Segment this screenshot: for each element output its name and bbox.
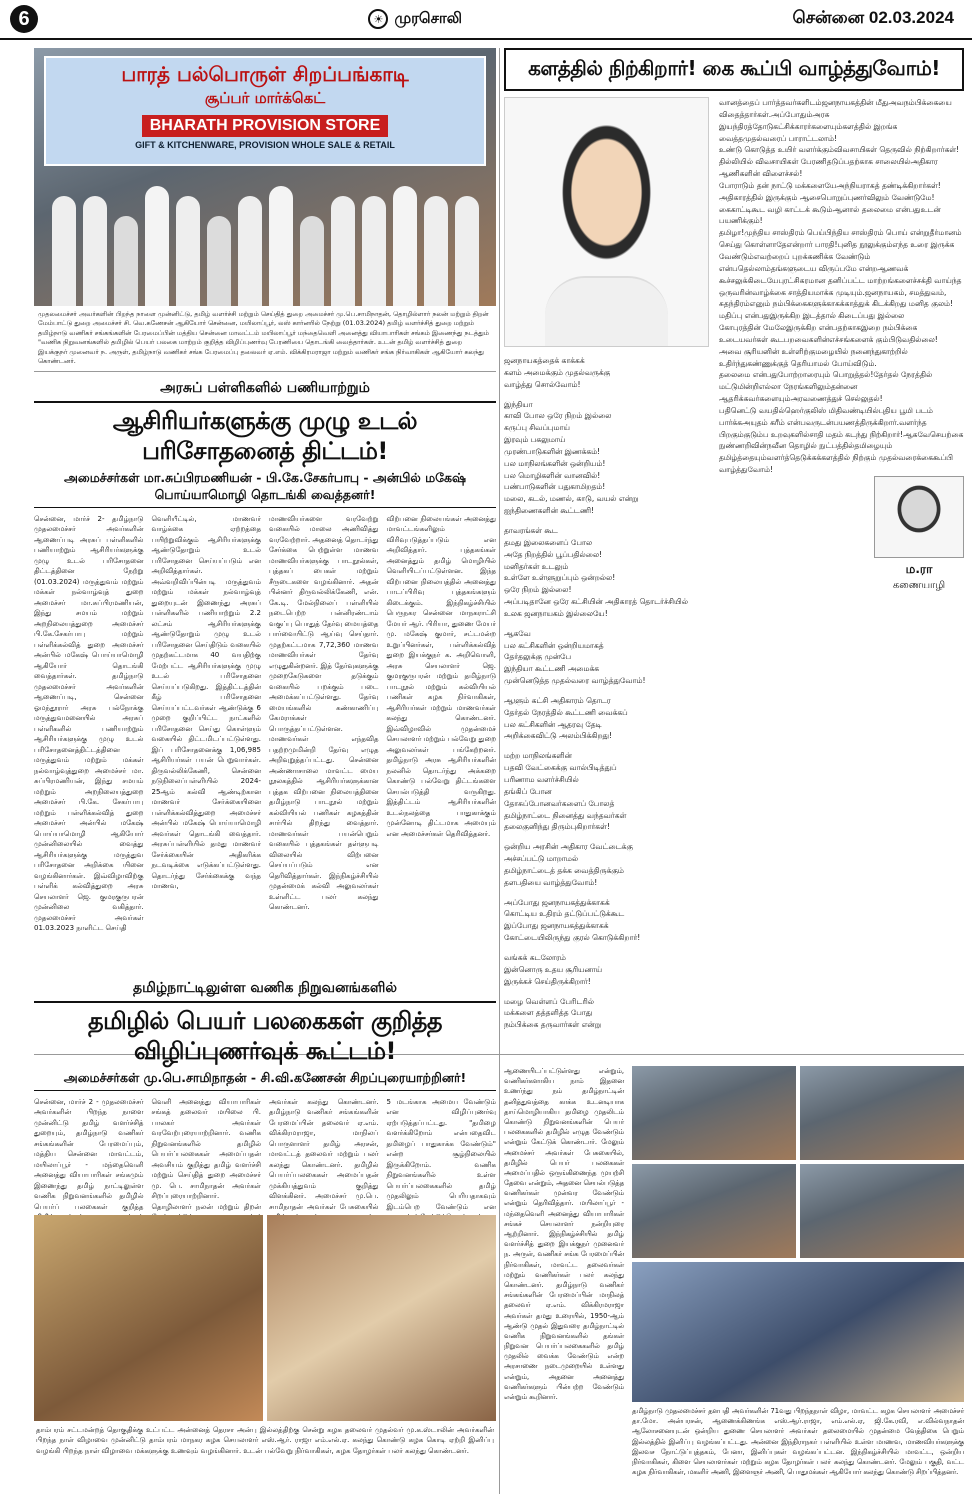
- poem-stanza: [719, 180, 964, 192]
- story-headline: தமிழில் பெயர் பலகைகள் குறித்த விழிப்புணர்வுக் கூட்டம்!: [88, 1006, 442, 1065]
- poem-line: உடன் பயணிக்கும்!: [719, 204, 941, 226]
- poem-line: இரவும் பகலுமாய்: [504, 435, 566, 445]
- teachers-health-story: [34, 380, 496, 972]
- poem-line: எவற்றைப் புறக்கணிக்க வேண்டும்: [753, 251, 871, 261]
- poem-line: ஆளும் கட்சி அதிகாரம் தொடர: [504, 695, 611, 705]
- poem-line: தோசுப்போனவர்களைப் போலத்: [504, 798, 615, 808]
- poem-line: மலை, கடல், மணல், காடு, வயல் என்று: [504, 494, 639, 504]
- poem-line: ஆணவக் கூச்சலுக்கிடையே: [719, 263, 909, 285]
- poem-line: மக்களை தத்தளித்த போது: [504, 1008, 593, 1018]
- poem-stanza: [719, 369, 964, 405]
- poem-line: அச்சப்பட்டு மாறாமல்: [504, 854, 579, 864]
- poem-line: மதிப்பு என்பது: [719, 311, 770, 321]
- poem-line: அவநம்பிக்கையை விதைத்தார்கள்.: [719, 98, 952, 119]
- poem-line: தலைகுனிந்து திரும்புகிறார்கள்!: [504, 822, 610, 832]
- poem-line: ஜனநாயகம், சமத்துவம், சுதந்திரம்: [719, 287, 947, 309]
- event-photo-caption: தாம்பரம் சட்டமன்றத் தொகுதிக்கு உட்பட்ட அன்னைத் தெரசா அன்பு இல்லத்திற்கு சென்று கழக தலைவர் முதல்வர் மு.க.ஸ்டாலின் அவர்களின் பிறந்த நாள் விழாவை முன்னிட்டு தாம்பரம் மாநகர கழக செயலாளர் எஸ்.ஆர். ராஜா எம்.எல்.ஏ. கலந்து கொண்டு கழக கொடி ஏற்றி இனிப்பு வழங்கி பிறந்த நாள் விழாவை மக்களுக்கு உணவும் வழங்கினார். உடன் பல்வேறு நிர்வாகிகள், கழக தோழர்கள் பலர் கலந்து கொண்டனர்.: [36, 1425, 494, 1455]
- poem-line: என்றார் பாரதி!: [786, 240, 838, 250]
- food-serving-photo: [34, 1215, 263, 1421]
- kicker-rule: [34, 401, 496, 403]
- crowd-figures: [34, 166, 496, 306]
- poem-line: களத்தில் நிற்கும் முதல்வரைக்: [821, 453, 922, 463]
- story-headline: ஆசிரியர்களுக்கு முழு உடல் பரிசோதனைத் திட்டம்!: [112, 406, 418, 465]
- poem-line: கட்சிக்காரர்களையும்: [773, 121, 843, 131]
- poem-line: அயுதம் கரீம் என்பவருடன்: [742, 417, 834, 427]
- story-column: அவர்கள் கலந்து கொண்டனர். தமிழ்நாடு வணிகர் சங்கங்களின் பேரமைப்பின் தலைவர் ஏ.எம். விக்கிரமராஜா, மாநிலப் பொருளாளர் தமிழ் அரசன், மாவட்டத் தலைவர் மற்றும் பலர் கலந்து கொண்டனர். தமிழில் பெயர்ப்பலகைகள் அமைப்பதன் முக்கியத்துவம் குறித்து விளக்கினர். அமைச்சர் மு.பெ. சாமிநாதன் அவர்கள் பேசுகையில்: [269, 1097, 379, 1211]
- store-event-photo: [34, 48, 496, 306]
- poem-line: தடுப்பதற்காக சாலையில்: [826, 157, 911, 167]
- right-column: [504, 48, 964, 1039]
- continued-story: [504, 1066, 624, 1486]
- poem-line: பல மாநிலங்களின் ஒன்றியம்!: [504, 458, 606, 468]
- trust-event-photo: [632, 1262, 964, 1402]
- poem-line: என்பதெல்லாம்: [719, 263, 771, 273]
- poem-stanza: [719, 97, 964, 144]
- poem-stanza: [504, 996, 709, 1032]
- left-column: [34, 48, 496, 1460]
- story-column: 5 மடங்காக அமைய வேண்டும் என விழிப்புணர்வு ஏற்படுத்தப்பட்டது. "தமிழை வளர்க்கிறோம் என்பதைவிட தமிழைப் பாதுகாக்க வேண்டும்" என்ற சூழ்நிலையில் இருக்கிறோம். வணிக நிறுவனங்களில் உள்ள பெயர்ப்பலகைகளில் தமிழ் முதலிலும் பெரியதாகவும் இடம்பெற வேண்டும் என: [386, 1097, 496, 1211]
- poem-line: மற்ற மாநிலங்களின்: [504, 751, 572, 761]
- poem-line: இன்னொரு உதய சூரியனாய்: [504, 964, 603, 974]
- event-photo-grid: [34, 1215, 496, 1421]
- poem-line: அப்படிதானே ஒரே கட்சியின் அதிகாரத் தொடர்ச்சியில்: [504, 597, 688, 607]
- poem-line: இந்தியா கூட்டணி அமைக்க: [504, 664, 600, 674]
- poem-line: தங்களுடைய விருப்பமே என்ற: [770, 263, 878, 273]
- poem-line: ஆனால் தலைமை என்பது: [832, 204, 921, 214]
- sign-tagline: GIFT & KITCHENWARE, PROVISION WHOLE SALE & RETAIL: [135, 140, 395, 150]
- poem-line: இருக்கச் செய்திருக்கிறார்!: [504, 976, 591, 986]
- poem-line: பல கட்சிகளின் ஆதரவு தேடி: [504, 719, 602, 729]
- poem-line: காத்துக் கிடக்கிறது மனித குலம்!: [844, 299, 954, 309]
- poem-line: போற்றாரையும் பொறுத்தல்!: [777, 370, 874, 380]
- poem-stanza: [719, 263, 964, 322]
- poem-line: ஒன்றிய அரசின் அதிகார வேட்டைக்கு: [504, 842, 633, 852]
- poem-line: பறவைகளின்: [783, 334, 830, 344]
- poem-stanza: [504, 628, 709, 687]
- poem-line: இப்போது ஜனநாயகத்துக்காகக்: [504, 921, 609, 931]
- poem-line: அதிகார ஆணிகளின் விளைச்சல்!: [719, 157, 938, 179]
- poem-line: குடும்ப உறவுகளில்: [743, 429, 810, 439]
- newspaper-brand: [368, 9, 462, 29]
- poem-line: மழையில் நனைந்து: [815, 346, 882, 356]
- poem-line: கைகாட்டிகூட வழி காட்டக் கூடும்: [719, 204, 833, 214]
- event-photo: [632, 1066, 796, 1160]
- poem-line: பிந்திய சாஸ்திரம் பொய் என்று: [824, 228, 930, 238]
- story-subhead: அமைச்சர்கள் மா.சுப்பிரமணியன் - பி.கே.சேகர்பாபு - அன்பில் மகேஷ் பொய்யாமொழி தொடங்கி வைத்தனர்!: [34, 470, 496, 508]
- story-column: மாணவியர்களை வரவேற்று வகையில் மாலை அணிவித்து வரவேற்றார். அதனைத் தொடர்ந்து சேர்க்கை பெற்றுள்ள மாணவ மாணவியர்களுக்கு பாடநூல்கள், புத்தகப் பைகள் மற்றும் சீருடைகளை வழங்கினார். அதன் பின்னர் திருவல்லிக்கேணி, என். கே.டி. மேல்நிலைப் பள்ளியில் நடைபெற்ற பன்னிரண்டாம் வகுப்பு பொதுத் தேர்வு மையத்தை பார்வையிட்டு ஆய்வு செய்தார். முதற்கட்டமாக 7,72,360 மாணவ மாணவியர்கள் தேர்வு எழுதுகின்றனர். இத் தேர்வுகளுக்கு முறைகேடுகளை தடுக்கும் வகையில் பறக்கும் படை அமைக்கப்பட்டுள்ளது. தேர்வு மையங்களில் கண்காணிப்பு கேமராக்கள் பொருத்தப்பட்டுள்ளன. மாணவர்கள் எந்தவித பதற்றமுமின்றி தேர்வு எழுத அறிவுறுத்தப்பட்டது. சென்னை அண்ணாசாலை மாவட்ட மைய நூலகத்தில் ஆசிரியர்களுக்கான புத்தக விற்பனை நிலையத்தினை தமிழ்நாடு பாடநூல் மற்றும் கல்வியியல் பணிகள் கழகத்தின் சார்பில் திறந்து வைத்தார். மாணவர்கள் பயன்பெறும் வகையில் புத்தகங்கள் தள்ளுபடி விலையில் விற்பனை செய்யப்படும் என தெரிவித்தார்கள். இந்நிகழ்ச்சியில் முதன்மைக் கல்வி அலுவலர்கள் உள்ளிட்ட பலர் கலந்து கொண்டனர்.: [269, 514, 379, 912]
- poem-line: தலைமை என்பது: [719, 370, 778, 380]
- poem-line: ஐந்திணைகளின் கூட்டணி!: [504, 506, 594, 516]
- brand-name: முரசொலி: [394, 9, 462, 27]
- story-column: வெளி அனைத்து வியாபாரிகள் சங்கத் தலைவர் மயிலை பி. பாலகர் அவர்கள் வரவேற்புரையாற்றினார். வணிக நிறுவனங்களில் தமிழில் பெயர்ப்பலகைகள் அமைப்பதன் அவசியம் குறித்து தமிழ் வளர்ச்சி மற்றும் செய்தித் துறை அமைச்சர் மு. பெ. சாமிநாதன் அவர்கள் சிறப்புரையாற்றினார். தொழிலாளர் நலன் மற்றும் திறன்: [151, 1097, 261, 1211]
- poem-line: பல கட்சிகளின் ஒன்றியமாகத்: [504, 640, 604, 650]
- poem-stanza: [719, 405, 964, 476]
- poem-line: பொறுப்புணர்விலும் வேண்டுமே!: [820, 192, 935, 202]
- poem-line: கருப்பு சிவப்புமாய்: [504, 423, 570, 433]
- chief-minister-portrait: [504, 97, 709, 347]
- poem-headline: களத்தில் நிற்கிறார்! கை கூப்பி வாழ்த்துவோம்!: [504, 48, 964, 91]
- poem-verse-right: [719, 97, 964, 476]
- birthday-event-block: [632, 1066, 964, 1486]
- poem-line: அவை சூரியனின் உள்ளிற்கு: [719, 346, 816, 356]
- poem-verse-left: [504, 355, 709, 1031]
- story-subhead: அமைச்சர்கள் மு.பெ.சாமிநாதன் - சி.வி.கணேசன் சிறப்புரையாற்றினர்!: [34, 1070, 496, 1091]
- poem-stanza: [719, 204, 964, 228]
- event-photo: [632, 1164, 796, 1258]
- poem-line: எச்சங்களைக் கும்பிடுவதில்லை!: [829, 334, 938, 344]
- poem-line: அந்நியராகத் தண்டிக்கிறார்கள்!: [836, 180, 941, 190]
- poem-line: சாதி மதம் கடந்து நிற்கிறார்!: [809, 429, 904, 439]
- store-signboard: [44, 56, 486, 166]
- poem-line: தேர்தல் நேரத்தில் கூட்டணி வைக்கப்: [504, 707, 628, 717]
- poem-line: நம்பிக்கை தருவார்கள் என்று: [504, 1020, 601, 1030]
- poem-stanza: [504, 399, 709, 517]
- meal-distribution-photo: [267, 1215, 496, 1421]
- poem-line: இருக்கிற என்பதற்காக: [786, 323, 861, 333]
- poem-line: பல மொழிகளின் வானவில்!: [504, 470, 601, 480]
- story-column: சென்னை, மார்ச் 2- தமிழ்நாடு முதலமைச்சர் அவர்களின் ஆணைப்படி அரசுப் பள்ளிகளில் பணியாற்றும் ஆசிரியர்களுக்கு முழு உடல் பரிசோதனை திட்டத்தினை நேற்று (01.03.2024) மருத்துவம் மற்றும் மக்கள் நல்வாழ்வுத் துறை அமைச்சர் மா.சுப்பிரமணியன், இந்து சமயம் மற்றும் அறநிலையத்துறை அமைச்சர் பி.கே.சேகர்பாபு மற்றும் பள்ளிக்கல்வித் துறை அமைச்சர் அன்பில் மகேஷ் பொய்யாமொழி ஆகியோர் தொடங்கி வைத்தார்கள். தமிழ்நாடு முதலமைச்சர் அவர்களின் ஆணைப்படி, சென்னை ஓமந்தூரார் அரசு பல்நோக்கு மருத்துவமனையில் அரசுப் பள்ளிகளில் பணியாற்றும் ஆசிரியர்களுக்கு முழு உடல் பரிசோதனைத்திட்டத்தினை மருத்துவம் மற்றும் மக்கள் நல்வாழ்வுத்துறை அமைச்சர் மா. சுப்பிரமணியன், இந்து சமயம் மற்றும் அறநிலையத்துறை அமைச்சர் பி.கே. சேகர்பாபு மற்றும் பள்ளிக்கல்வித் துறை அமைச்சர் அன்பில் மகேஷ் பொய்யாமொழி ஆகியோர் முன்னிலையில் வைத்து ஆசிரியர்களுக்கு மருத்துவ பரிசோதனை அறிக்கை யினை வழங்கினார்கள். இவ்விழாவிற்கு பள்ளிக் கல்வித்துறை அரசு செயலாளர் ஜெ. குமரகுருபரன் முன்னிலை வகித்தார். முதலமைச்சர் அவர்கள் 01.03.2023 நாளிட்ட செய்தி: [34, 514, 144, 933]
- poem-line: எனும் நம்பிக்கைகளுக்காகக்: [749, 299, 845, 309]
- poem-right: [719, 97, 964, 1039]
- poem-line: செயற்கை நுண்ணறிவின்: [719, 429, 964, 451]
- poem-line: தங்கிப் போன: [504, 786, 552, 796]
- poem-line: தமது இலைகளைப் போல: [504, 537, 593, 547]
- sign-subtitle: சூப்பர் மார்க்கெட்: [204, 89, 326, 107]
- masthead: [0, 0, 972, 40]
- poem-line: அறிக்கைவிட்டு அலம்பிக்கிறது!: [504, 731, 613, 741]
- column-divider: [499, 48, 500, 1494]
- store-photo-caption: முதலமைச்சர் அவர்களின் பிறந்த நாளை முன்னிட்டு, தமிழ் வளர்ச்சி மற்றும் செய்தித் துறை அமைச்சர் மு.பெ.சாமிநாதன், தொழில்ளார் நலன் மற்றும் திறன் மேம்பாட்டு துறை அமைச்சர் சி. வெ.கணேசன் ஆகியோர் சென்னை, மயிலாப்பூர், லஸ் கார்னரில் நேற்று (01.03.2024) தமிழ் வளர்ச்சித் துறை மற்றும் தமிழ்நாடு வணிகர் சங்கங்களின் பேரமைப்பின் மத்திய சென்னை மாவட்டம் மயிலாப்பூர் மந்தைவெளி அனைத்து வியாபாரிகள் சங்கம் இணைந்து நடத்தும் "வணிக நிறுவனங்களில் தமிழில் பெயர் பலகை மாற்றம் குறித்த விழிப்புணர்வு பேரணியை தொடங்கி வைத்தார்கள். உடன் தமிழ் வளர்ச்சித் துறை இயக்குநர் முனைவர் ந. அருள், தமிழ்நாடு வணிகர் சங்க பேரமைப்பு தலைவர் ஏ.எம். விக்கிரமராஜா மற்றும் வணிகர் சங்க நிர்வாகிகள் ஆகியோர் கலந்து கொண்டனர்.: [34, 306, 496, 372]
- poem-line: முரண்பாடுகளின் இணக்கம்!: [504, 446, 601, 456]
- poem-line: ஜனநாயகத்தைக் காக்கக்: [504, 356, 585, 365]
- poem-line: புரட்சிகரமான தனிப்பட்ட மாற்றங்களைச்: [778, 275, 917, 285]
- poem-line: பதினெட்டு வயதில்: [719, 405, 785, 415]
- poem-line: தன்னை ஆதரிக்கவர்களையும்: [719, 382, 858, 404]
- continued-text: ஆணையிடப்பட்டுள்ளது என்றும், வணிகர்களாகிய நாம் இதனை உணர்ந்து நம் தமிழ்நாட்டின் தனித்துவத்தை காக்க உடனடியாக தாய்மொழியாகிய தமிழை முதலிடம் கொண்டு நிறுவனங்களின் பெயர் பலகைகளில் தமிழில் எழுத வேண்டும் என்றும் கேட்டுக் கொண்டார். மேலும் அமைச்சர் அவர்கள் பேசுகையில், தமிழில் பெயர் பலகைகள் அமைப்பதில் ஒருங்கிணைந்த முயற்சி தேவை என்றும், அதனை செயல்படுத்த வணிகர்கள் முன்வர வேண்டும் என்றும் தெரிவித்தார். மயிலாப்பூர் - மந்தைவெளி அனைத்து வியாபாரிகள் சங்கச் செயலாளர் நன்றியுரை ஆற்றினார். இந்நிகழ்ச்சியில் தமிழ் வளர்ச்சித் துறை இயக்குநர் முனைவர் ந. அருள், வணிகர் சங்க பேரமைப்பின் நிர்வாகிகள், மாவட்ட தலைவர்கள் மற்றும் வணிகர்கள் பலர் கலந்து கொண்டனர். தமிழ்நாடு வணிகர் சங்கங்களின் பேரமைப்பின் மாநிலத் தலைவர் ஏ.எம். விக்கிரமராஜா அவர்கள் தமது உரையில், 1950-ஆம் ஆண்டு முதல் இதுவரை தமிழ்நாட்டில் வணிக நிறுவனங்களில் தங்கள் நிறுவன பெயர்ப்பலகைகளில் தமிழ் முதலில் வைக்க வேண்டும் என்ற அரசாணை நடைமுறையில் உள்ளது என்றும், அதனை அனைத்து வணிகர்களும் பின்பற்ற வேண்டும் என்றும் கூறினார்.: [504, 1067, 624, 1401]
- story-kicker: தமிழ்நாட்டிலுள்ள வணிக நிறுவனங்களில்: [133, 979, 397, 996]
- poem-line: ஆகவே: [903, 429, 930, 439]
- poem-line: தமிழ்நாட்டை நினைத்து வந்தவர்கள்: [504, 810, 627, 820]
- poem-line: பயணத்திருக்கிறார்.: [833, 417, 900, 427]
- poem-line: இறை நம்பிக்கை உடையவர்கள் கூட: [719, 323, 918, 344]
- poem-line: சக்தி வாய்ந்த ஒருவரின்: [719, 275, 962, 297]
- poem-line: முதல்வரைப் பாராட்டலாம்!: [743, 133, 838, 143]
- poem-stanza: [504, 695, 709, 742]
- story-column: விற்பனை நிலையங்கள் அனைத்து மாவட்டங்களிலும் விரிவுபடுத்தப்படும் என அறிவித்தார். புத்தகங்கள் அனைத்தும் தமிழ் மொழியில் வெளியிடப்பட்டுள்ளன. இந்த விற்பனை நிலையத்தில் அனைத்து பாடப்பிரிவு புத்தகங்களும் கிடைக்கும். இந்நிகழ்ச்சியில் பெருநகர சென்னை மாநகராட்சி மேயர் ஆர். பிரியா, துணை மேயர் மு. மகேஷ் குமார், சட்டமன்ற உறுப்பினர்கள், பள்ளிக்கல்வித் துறை இயக்குநர் க. அறிவொளி, அரசு செயலாளர் ஜெ. குமரகுருபரன் மற்றும் தமிழ்நாடு பாடநூல் மற்றும் கல்வியியல் பணிகள் கழக நிர்வாகிகள், ஆசிரியர்கள் மற்றும் மாணவர்கள் கலந்து கொண்டனர். இவ்விழாவில் முதன்மைச் செயலாளர் மற்றும் பல்வேறு துறை அலுவலர்கள் பங்கேற்றனர். தமிழ்நாடு அரசு ஆசிரியர்களின் நலனில் தொடர்ந்து அக்கறை கொண்டு பல்வேறு திட்டங்களை செயல்படுத்தி வருகிறது. இத்திட்டம் ஆசிரியர்களின் உடல்நலத்தை பாதுகாக்கும் முன்னோடி திட்டமாக அமையும் என அமைச்சர்கள் தெரிவித்தனர்.: [386, 514, 496, 838]
- poem-line: ஆகவே: [504, 628, 531, 638]
- birthday-photo-grid: [632, 1066, 964, 1402]
- poem-line: இந்தியா: [504, 399, 533, 409]
- poem-stanza: [719, 156, 964, 180]
- story-kicker: அரசுப் பள்ளிகளில் பணியாற்றும்: [160, 379, 370, 396]
- poem-line: நவீன தொழில் நுட்பத்தில்: [766, 441, 855, 451]
- poem-line: முன்னெடுத்த முதல்வரை வாழ்த்துவோம்!: [504, 676, 646, 686]
- poem-line: வாழ்த்து சொல்வோம்!: [504, 379, 581, 389]
- poem-line: தளபதியை வாழ்த்துவோம்!: [504, 877, 598, 887]
- poem-stanza: [504, 952, 709, 988]
- poem-stanza: [719, 346, 964, 370]
- poem-line: மழை வெள்ளப் பேரிடரில்: [504, 996, 594, 1006]
- poem-line: வங்கக் கடலோரம்: [504, 952, 566, 962]
- poem-line: கொட்டிய உதிரம் தட்டுப்பட்டுக்கூட: [504, 909, 625, 919]
- sign-title: பாரத் பல்பொருள் சிறப்பங்காடி: [121, 62, 409, 86]
- author-pen-name: கணையாழி: [892, 580, 946, 591]
- poem-line: பரிணாம வளர்ச்சியில்: [504, 775, 579, 784]
- poem-line: ஹெர்குலிஸ் மிதிவண்டியில்: [784, 405, 879, 415]
- poem-line: ஜனநாயகத்தின் மீது: [821, 98, 889, 107]
- poem-line: தமிழ்நாட்டைத் தக்க வைத்திருக்கும்: [504, 865, 624, 875]
- poem-line: ஒரே நிறம் இல்லை!: [504, 585, 572, 595]
- rising-sun-logo-icon: ☀: [368, 9, 388, 29]
- poem-line: கோபுரத்தின் மேலே: [719, 323, 787, 333]
- poem-line: புனித நூலுக்கும்: [837, 240, 893, 250]
- poem-line: முந்திய சாஸ்திரம் பெய்: [744, 228, 825, 238]
- story-column: வெளியீட்டில், மாணவர் வாழ்க்கை ஏற்றத்தை பயிற்றுவிக்கும் ஆசிரியர்களுக்கு ஆண்டுதோறும் உடல் பரிசோதனை செய்யப்படும் என அறிவித்தார்கள். அவ்வறிவிப்பின்படி மருத்துவம் மற்றும் மக்கள் நல்வாழ்வுத் துறையுடன் இணைந்து அரசுப் பள்ளிகளில் பணியாற்றும் 2.2 லட்சம் ஆசிரியர்களுக்கு ஆண்டுதோறும் முழு உடல் பரிசோதனை செய்திடும் வகையில் முதற்கட்டமாக 40 வயதிற்கு மேற்பட்ட ஆசிரியர்களுக்கு முழு உடல் பரிசோதனை செய்யப்படுகிறது. இத்திட்டத்தின் கீழ் பரிசோதனை செய்யப்பட்டவர்கள் ஆண்டுக்கு 6 முறை குறிப்பிட்ட நாட்களில் பரிசோதனை செய்து கொள்ளும் வகையில் திட்டமிடப்பட்டுள்ளது. இப் பரிசோதனைக்கு 1,06,985 ஆசிரியர்கள் பயன் பெறுவார்கள். திருவல்லிக்கேணி, சென்னை நடுநிலைப்பள்ளியில் 2024-25ஆம் கல்வி ஆண்டிற்கான மாணவர் சேர்க்கையினை பள்ளிக்கல்வித்துறை அமைச்சர் அன்பில் மகேஷ் பொய்யாமொழி அவர்கள் தொடங்கி வைத்தார். அரசுப்பள்ளியில் தமது மாணவர் சேர்க்கையின் அதிகரிக்க நடவடிக்கை எடுக்கப்பட்டுள்ளது. தொடர்ந்து சேர்க்கைக்கு வந்த மாணவ,: [151, 514, 261, 891]
- poem-stanza: [719, 192, 964, 204]
- poem-line: காற்றில் உதிர்ந்து: [719, 346, 908, 368]
- poem-line: களத்தில் இறங்க வைத்த: [719, 121, 898, 143]
- author-box: [719, 476, 964, 592]
- poem-line: தாவரங்கள் கூட: [504, 525, 558, 535]
- tamil-signboard-story: [34, 980, 496, 1209]
- poem-line: காவி போல ஒரே நிறம் இல்லை: [504, 411, 612, 421]
- story-body: [34, 514, 496, 972]
- poem-left: [504, 97, 709, 1039]
- poem-line: தீர்மானம் செய்து கொள்ளாதே: [719, 228, 962, 250]
- poem-stanza: [719, 227, 964, 263]
- poem-line: புதிய பூமி படம் பார்க்க: [719, 405, 933, 427]
- poem-line: விவசாயிகள் தெருவில் நிற்கிறார்கள்!: [833, 145, 960, 155]
- sign-english: BHARATH PROVISION STORE: [142, 115, 389, 137]
- poem-line: எந்த உரை இருக்க வேண்டும்: [719, 240, 955, 261]
- poem-line: தமிழையும் தமிழ்த்தையும்: [719, 441, 893, 463]
- poem-line: அரசு இயந்திரத்தோடு: [719, 109, 830, 131]
- poem-stanza: [504, 525, 709, 620]
- poem-line: அரவணைத்துச் செல்லுதல்!: [790, 394, 883, 404]
- poem-line: போராடும் தன் நாட்டு மக்களையே: [719, 180, 837, 190]
- poem-line: பதவி வேட்கைக்கு வால்பிடித்துப்: [504, 763, 617, 773]
- event-photo: [800, 1066, 964, 1160]
- poem-line: தில்லியில் விவசாயிகள் பேரணி: [719, 157, 827, 167]
- poem-line: வாழ்க்கை சாத்தியமாக்க முடியும்.: [752, 287, 865, 297]
- poem-line: மனிதர்கள் உடலும்: [504, 561, 569, 571]
- poem-stanza: [504, 355, 709, 391]
- event-photo: [800, 1164, 964, 1258]
- author-name: ம.ரா: [905, 562, 933, 576]
- poem-line: உள்ளே உள்ளுறுப்பும் ஒன்றல்ல!: [504, 573, 616, 583]
- poem-line: இருக்கிற இடத்தால் கிடைப்பது இல்லை: [769, 311, 905, 321]
- poem-line: அதே நிறத்தில் பூப்பதில்லை!: [504, 549, 603, 559]
- story-column: சென்னை, மார்ச் 2 - முதலமைச்சர் அவர்களின் பிறந்த நாளை முன்னிட்டு தமிழ் வளர்ச்சித் துறையும், தமிழ்நாடு வணிகர் சங்கங்களின் பேரமைப்பும், மத்திய சென்னை மாவட்டம், மயிலாப்பூர் - மந்தைவெளி அனைத்து வியாபாரிகள் சங்கமும் இணைந்து தமிழ் நாட்டிலுள்ள வணிக நிறுவனங்களில் தமிழில் பெயர்ப் பலகைகள் குறித்த: [34, 1097, 144, 1211]
- page-number: 6: [10, 5, 38, 33]
- poem-line: தேர்தலுக்கு முன்பே: [504, 652, 572, 662]
- poem-line: அப்போது ஜனநாயகத்துக்காகக்: [504, 897, 610, 907]
- poem-line: பண்பாடுகளின் பதுகாமிறதம்!: [504, 482, 606, 492]
- poem-stanza: [504, 750, 709, 833]
- poem-line: கண்ணுக்குத் தெரியாமல் போய்விடும்.: [747, 358, 877, 368]
- poem-stanza: [719, 144, 964, 156]
- poem-stanza: [504, 841, 709, 888]
- poem-line: தேர்தல் நேரத்தில் மட்டுமின்றி: [719, 370, 933, 392]
- poem-stanza: [719, 322, 964, 346]
- poem-line: எல்லா நேரங்களிலும்: [758, 382, 831, 392]
- poem-line: வளர்த்தெடுக்கக்: [766, 453, 822, 463]
- poem-line: வானத்தைப் பார்த்தவர்களிடம்: [719, 98, 822, 107]
- poem-area: [504, 97, 964, 1039]
- poem-line: கோட்டையிலிருந்து குரல் கொடுக்கிறார்!: [504, 933, 641, 943]
- poem-line: அதிகாரத்தில் இருக்கும் ஆசை: [719, 192, 821, 202]
- poem-line: உண்டு கொடுத்த உயிர் வளர்க்கும்: [719, 145, 834, 155]
- poem-line: தமிழா!: [719, 228, 745, 238]
- poem-stanza: [504, 897, 709, 944]
- poem-line: உலக ஜனநாயகம் இல்லையே!: [504, 608, 608, 618]
- kicker-rule: [34, 1001, 496, 1003]
- author-photo: [874, 476, 964, 558]
- poem-line: கைகூப்பி வாழ்த்துவோம்!: [719, 453, 953, 475]
- dateline: சென்னை 02.03.2024: [792, 8, 954, 27]
- poem-line: வளர்ந்த பிறகும்: [719, 417, 927, 439]
- story-body: [34, 1097, 496, 1209]
- birthday-caption: தமிழ்நாடு முதலமைச்சர் தளபதி அவர்களின் 71வது பிறந்தநாள் விழா, மாவட்ட கழக செயலாளர் அமைச்சர் தா.மோ. அன்பரசன், ஆணைக்கிணங்க எஸ்.ஆர்.ராஜா, எம்.எல்.ஏ, ஜி.கே.ரவி, எ.வில்வநாதன் ஆலோசனையுடன் ஒன்றிய துணை செயலாளர் அவர்கள் தலைமையில் முதன்மை வேத்திகை பெறும் இல்லத்தில் இனிப்பு வழங்கப்பட்டது. அன்னை இந்திராநகர் பள்ளியில் உள்ள மாணவ, மாணவியர்களுக்கு இலவச நோட்டுப்புத்தகம், பேனா, இனிப்புகள் வழங்கப்பட்டன. இந்நிகழ்ச்சியில் மாவட்ட, ஒன்றிய நிர்வாகிகள், கிளை செயலாளர்கள் மற்றும் கழக தோழர்கள் பலர் கலந்து கொண்டனர். மேலும் பகுதி, வட்ட கழக நிர்வாகிகள், மகளிர் அணி, இளைஞர் அணி, பொதுமக்கள் ஆகியோர் கலந்து கொண்டு சிறப்பித்தனர்.: [632, 1407, 964, 1477]
- poem-line: களம் அமைக்கும் முதல்வருக்கு: [504, 367, 611, 377]
- poem-line: அப்போதும்: [771, 109, 813, 119]
- bottom-right-section: [504, 1066, 964, 1486]
